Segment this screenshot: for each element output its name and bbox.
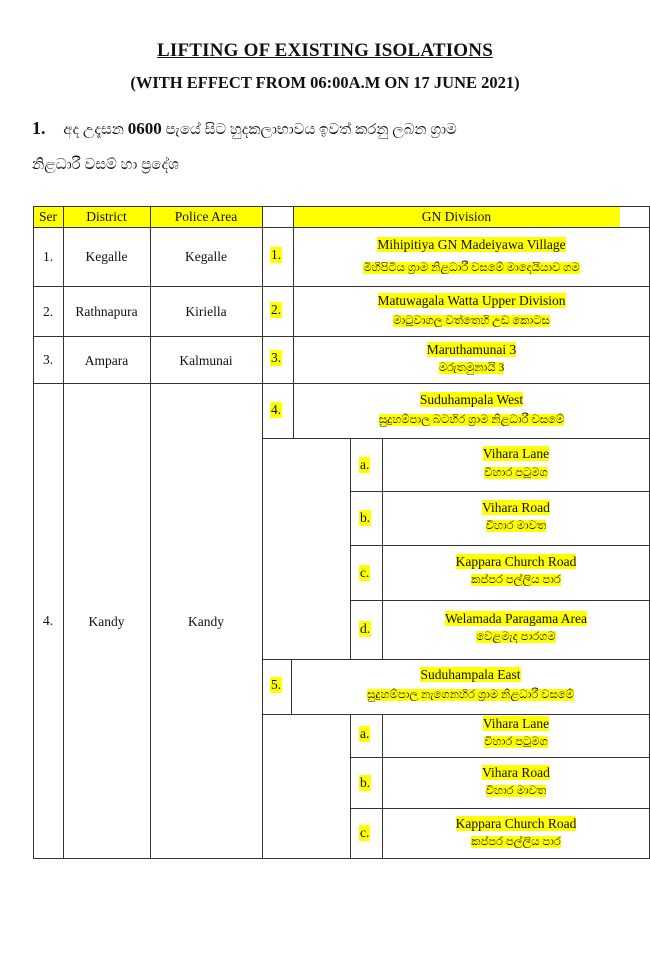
group5-gn-si: සුදුහම්පාල නැගෙනහිර ග්‍රාම නිළධාරී වසමේ: [367, 689, 574, 701]
section-line1-a: අද උදෑසන: [63, 122, 124, 138]
row1-ser: 1.: [42, 249, 54, 264]
row2-gn-si: මාටුවාගල වත්තෙහි උඩ කොටස: [393, 315, 550, 327]
row4-police: Kandy: [188, 614, 224, 629]
row2-gn-en: Matuwagala Watta Upper Division: [377, 293, 566, 308]
row4-district: Kandy: [88, 614, 125, 629]
row1-district: Kegalle: [85, 249, 128, 264]
row3-ser: 3.: [42, 352, 54, 367]
group5-sub-b-si: විහාර මාවත: [485, 785, 547, 797]
row2-district: Rathnapura: [75, 304, 138, 319]
header-ser: Ser: [39, 209, 57, 224]
group5-sub-a-si: විහාර පටුමග: [484, 736, 548, 748]
group4-sub-a-en: Vihara Lane: [482, 446, 550, 461]
group4-sub-c-si: කප්පර පල්ලිය පාර: [471, 574, 561, 586]
section-heading-line2: නිළධාරී වසම් හා ප්‍රදේශ: [32, 157, 179, 173]
page-title: LIFTING OF EXISTING ISOLATIONS: [157, 40, 493, 61]
row3-gn-si: මරුතමුනායි 3: [438, 362, 505, 374]
group5-sub-c-en: Kappara Church Road: [455, 816, 577, 831]
row3-district: Ampara: [84, 353, 129, 368]
row4-ser: 4.: [42, 613, 54, 628]
group4-sub-d-letter: d.: [360, 621, 371, 636]
group4-sub-b-en: Vihara Road: [482, 500, 550, 515]
group4-gn-en: Suduhampala West: [419, 392, 524, 407]
row1-index: 1.: [271, 247, 282, 262]
row2-police: Kiriella: [185, 304, 227, 319]
group5-sub-c-letter: c.: [360, 825, 370, 840]
group5-sub-a-en: Vihara Lane: [482, 716, 550, 731]
group4-sub-c-en: Kappara Church Road: [455, 554, 577, 569]
group4-sub-a-si: විහාර පටුමග: [484, 467, 548, 479]
page-subtitle: (WITH EFFECT FROM 06:00A.M ON 17 JUNE 2021): [130, 73, 520, 92]
section-number: 1.: [32, 118, 46, 138]
group5-sub-a-letter: a.: [360, 726, 370, 741]
header-district: District: [86, 209, 127, 224]
group4-sub-a-letter: a.: [360, 457, 370, 472]
group4-sub-b-si: විහාර මාවත: [485, 520, 547, 532]
group4-sub-b-letter: b.: [360, 510, 371, 525]
group5-index: 5.: [271, 677, 282, 692]
row1-gn-en: Mihipitiya GN Madeiyawa Village: [377, 237, 566, 252]
group5-gn-en: Suduhampala East: [420, 667, 521, 682]
row2-index: 2.: [271, 302, 282, 317]
section-line1-time: 0600: [127, 119, 162, 138]
row1-police: Kegalle: [185, 249, 227, 264]
group4-gn-si: සුදුහම්පාල බටහිර ග්‍රාම නිළධාරී වසමේ: [378, 414, 565, 426]
section-line1-b: පැයේ සිට හුදකලාභාවය ඉවත් කරනු ලබන ග්‍රාම: [165, 122, 457, 138]
row3-index: 3.: [271, 350, 282, 365]
row1-gn-si: මිහිපිටිය ග්‍රාම නිළධාරී වසමේ මාදෙයියාව ගම: [363, 262, 580, 274]
group4-sub-c-letter: c.: [360, 565, 370, 580]
group4-sub-d-en: Welamada Paragama Area: [444, 611, 588, 626]
header-gn-division: GN Division: [421, 209, 492, 224]
group5-sub-b-en: Vihara Road: [482, 765, 550, 780]
row2-ser: 2.: [42, 304, 54, 319]
group5-sub-c-si: කප්පර පල්ලිය පාර: [471, 836, 561, 848]
header-police-area: Police Area: [174, 209, 238, 224]
group4-sub-d-si: වෙළමැද පාරගම: [476, 631, 556, 643]
row3-gn-en: Maruthamunai 3: [426, 342, 517, 357]
group4-index: 4.: [271, 402, 282, 417]
group5-sub-b-letter: b.: [360, 775, 371, 790]
row3-police: Kalmunai: [179, 353, 233, 368]
